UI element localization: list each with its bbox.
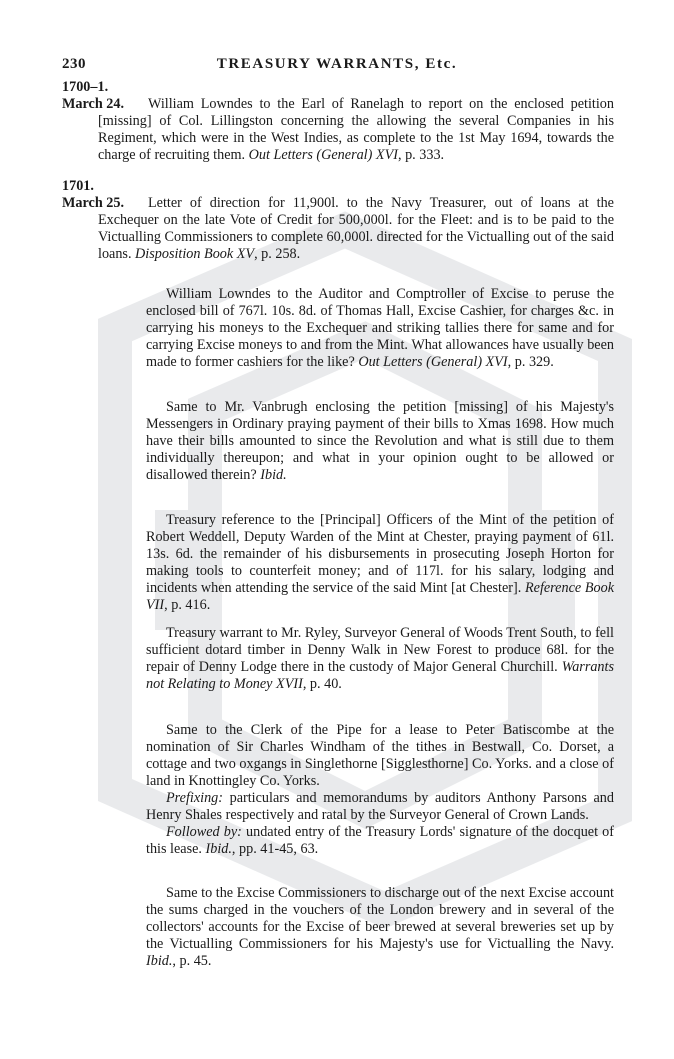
entry-reference-suffix: , p. 333. <box>397 147 445 163</box>
margin-year: 1700–1. <box>62 79 109 95</box>
entry-reference: Out Letters (General) XVI <box>248 147 398 163</box>
entry-text: William Lowndes to the Auditor and Comptroller of Excise to peruse the enclosed bill of 767l. 10s. 8d. of Thomas Hall, Excise Cashier, for charges &c. in carrying his moneys to the Exchequer and striking tallies there for same and for carrying Excise moneys to and from the Mint. What allowances have usually been made to former cashiers for the like? <box>146 286 614 370</box>
entry-lead: Prefixing: <box>166 790 223 806</box>
page-number: 230 <box>62 56 86 72</box>
entry-reference: Warrants not Relating to Money XVII <box>146 659 614 692</box>
entry-reference-suffix: , pp. 41-45, 63. <box>231 841 319 857</box>
entry-reference-suffix: , p. 416. <box>164 597 211 613</box>
entry-paragraph <box>146 722 614 858</box>
entry-paragraph <box>98 96 614 164</box>
entry-text: particulars and memorandums by auditors Anthony Parsons and Henry Shales respectively and ratal by the Surveyor General of Crown Lands. <box>146 790 614 823</box>
entry-paragraph <box>146 286 614 371</box>
entry-reference: Ibid. <box>260 467 287 483</box>
entry-text: Same to the Clerk of the Pipe for a lease to Peter Batiscombe at the nomination of Sir Charles Windham of the tithes in Bestwall, Co. Dorset, a cottage and two oxgangs in Singlethorne [Sigglesthorne] Co. Yorks. and a close of land in Knottingley Co. Yorks. <box>146 722 614 789</box>
entry-reference-suffix: , p. 45. <box>172 953 212 969</box>
page-header <box>62 56 612 78</box>
running-title: TREASURY WARRANTS, Etc. <box>216 56 458 72</box>
entry-lead: Followed by: <box>166 824 242 840</box>
entry-reference-suffix: , p. 40. <box>302 676 342 692</box>
entry-reference: Ibid. <box>205 841 232 857</box>
entry-paragraph <box>146 399 614 484</box>
entry-reference-suffix: , p. 258. <box>254 246 301 262</box>
entry-paragraph <box>146 512 614 614</box>
margin-year: 1701. <box>62 178 94 194</box>
entry-text: Same to Mr. Vanbrugh enclosing the petition [missing] of his Majesty's Messengers in Ordinary praying payment of their bills to Xmas 1698. How much have their bills amounted to since the Revolution and what is still due to them individually thereupon; and what in your opinion ought to be allowed or disallowed therein? <box>146 399 614 483</box>
entry-reference: Out Letters (General) XVI <box>358 354 508 370</box>
entry-text: Treasury reference to the [Principal] Officers of the Mint of the petition of Robert Weddell, Deputy Warden of the Mint at Chester, praying payment of 61l. 13s. 6d. the remainder of his disbursements in prosecuting Joseph Horton for making tools to counterfeit money; and of 117l. for his salary, lodging and incidents when attending the service of the said Mint [at Chester]. <box>146 512 614 596</box>
entry-paragraph <box>146 885 614 970</box>
entry-text: Letter of direction for 11,900l. to the Navy Treasurer, out of loans at the Exchequer on the late Vote of Credit for 500,000l. for the Fleet: and is to be paid to the Victualling Commissioners to complete 60,000l. directed for the Victualling out of the said loans. <box>98 195 614 262</box>
entry-text: Same to the Excise Commissioners to discharge out of the next Excise account the sums charged in the vouchers of the London brewery and in several of the collectors' accounts for the Excise of beer brewed at several breweries set up by the Victualling Commissioners for his Majesty's use for Victualling the Navy. <box>146 885 614 952</box>
entry-reference-suffix: , p. 329. <box>507 354 554 370</box>
entry-reference: Disposition Book XV <box>135 246 255 262</box>
entry-reference: Ibid. <box>146 953 173 969</box>
entry-text: Treasury warrant to Mr. Ryley, Surveyor General of Woods Trent South, to fell sufficient dotard timber in Denny Walk in New Forest to produce 68l. for the repair of Denny Lodge there in the custody of Major General Churchill. <box>146 625 614 675</box>
margin-date: March 25. <box>62 195 124 211</box>
entry-reference: Reference Book VII <box>146 580 615 613</box>
entry-paragraph <box>98 195 614 263</box>
margin-date: March 24. <box>62 96 124 112</box>
entry-text: William Lowndes to the Earl of Ranelagh to report on the enclosed petition [missing] of Col. Lillingston concerning the allowing the several Companies in his Regiment, which were in the West Indies, as complete to the 1st May 1694, towards the charge of recruiting them. <box>98 96 614 163</box>
entry-text: undated entry of the Treasury Lords' signature of the docquet of this lease. <box>146 824 614 857</box>
entry-paragraph <box>146 625 614 693</box>
